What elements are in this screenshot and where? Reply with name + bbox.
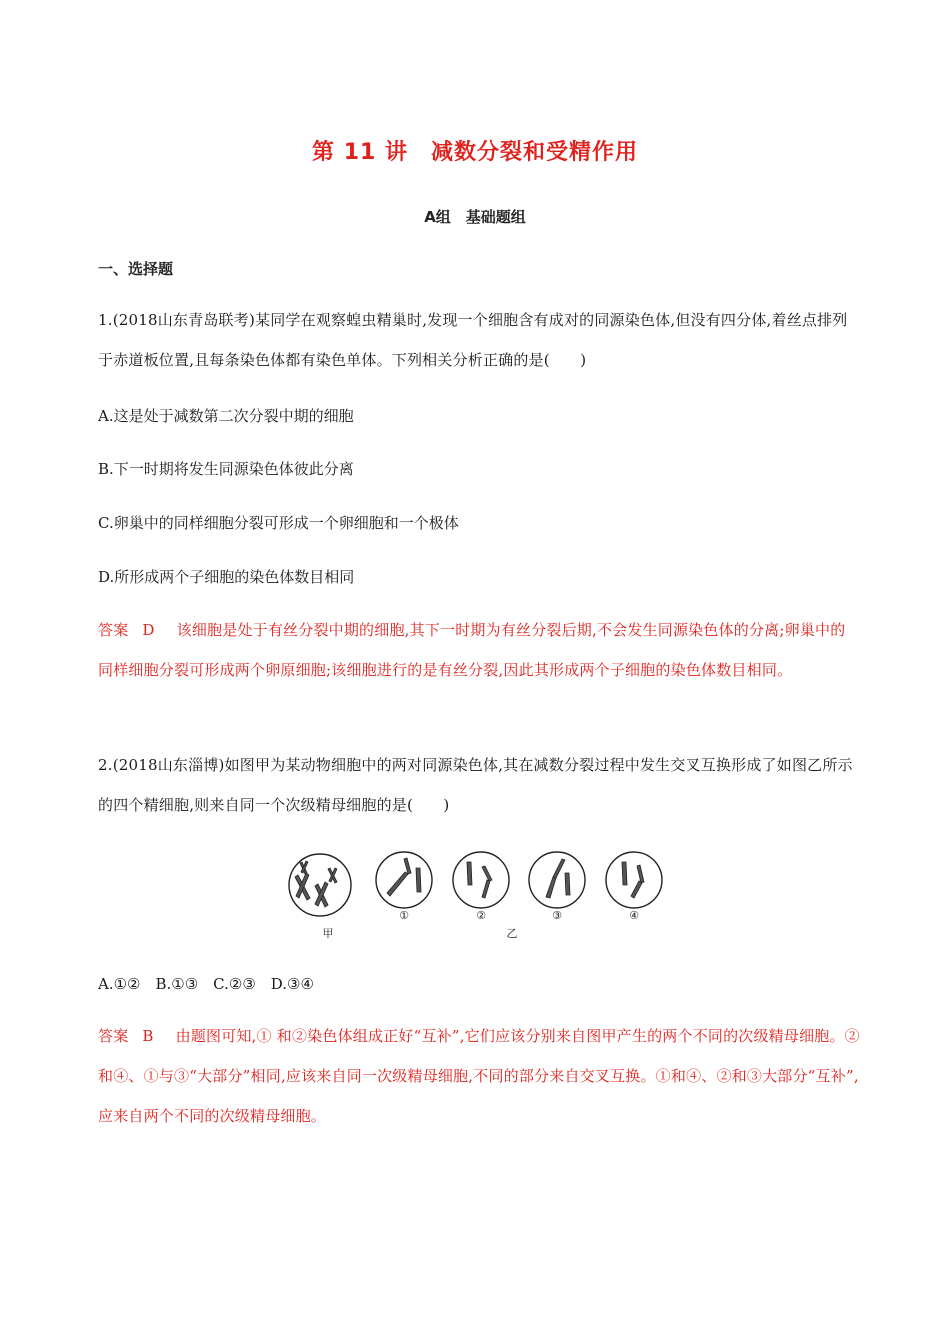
figure-label-yi: 乙	[506, 927, 518, 940]
question-2-options: A.①② B.①③ C.②③ D.③④	[98, 975, 314, 993]
lesson-title: 第 11 讲 减数分裂和受精作用	[312, 140, 638, 165]
figure-label-4: ④	[629, 909, 639, 922]
question-1-option-d: D.所形成两个子细胞的染色体数目相同	[98, 568, 355, 586]
question-1-option-b: B.下一时期将发生同源染色体彼此分离	[98, 460, 354, 478]
answer-explanation: 该细胞是处于有丝分裂中期的细胞,其下一时期为有丝分裂后期,不会发生同源染色体的分离;卵巢中的同样细胞分裂可形成两个卵原细胞;该细胞进行的是有丝分裂,因此其形成两个子细胞的染色体数目相同。	[98, 621, 846, 679]
section-title: 一、选择题	[98, 260, 174, 278]
figure-label-jia: 甲	[322, 927, 334, 940]
question-1-option-a: A.这是处于减数第二次分裂中期的细胞	[98, 407, 354, 425]
answer-label: 答案	[98, 1027, 129, 1045]
group-title: A组 基础题组	[424, 208, 526, 226]
question-1-stem: 1.(2018山东青岛联考)某同学在观察蝗虫精巢时,发现一个细胞含有成对的同源染色体,但没有四分体,着丝点排列于赤道板位置,且每条染色体都有染色单体。下列相关分析正确的是( )	[98, 311, 848, 369]
question-2-stem: 2.(2018山东淄博)如图甲为某动物细胞中的两对同源染色体,其在减数分裂过程中发生交叉互换形成了如图乙所示的四个精细胞,则来自同一个次级精母细胞的是( )	[98, 756, 853, 814]
chromosome-figure	[280, 840, 680, 945]
question-1-option-c: C.卵巢中的同样细胞分裂可形成一个卵细胞和一个极体	[98, 514, 459, 532]
answer-label: 答案	[98, 621, 129, 639]
question-1-answer	[98, 610, 860, 690]
answer-letter: D	[142, 621, 155, 639]
figure-label-2: ②	[476, 909, 486, 922]
question-2-answer	[98, 1016, 860, 1136]
figure-label-1: ①	[399, 909, 409, 922]
answer-explanation: 由题图可知,① 和②染色体组成正好“互补”,它们应该分别来自图甲产生的两个不同的次级精母细胞。②和④、①与③“大部分”相同,应该来自同一次级精母细胞,不同的部分来自交叉互换。①和④、②和③大部分“互补”,应来自两个不同的次级精母细胞。	[98, 1027, 860, 1125]
figure-label-3: ③	[552, 909, 562, 922]
answer-letter: B	[142, 1027, 154, 1045]
